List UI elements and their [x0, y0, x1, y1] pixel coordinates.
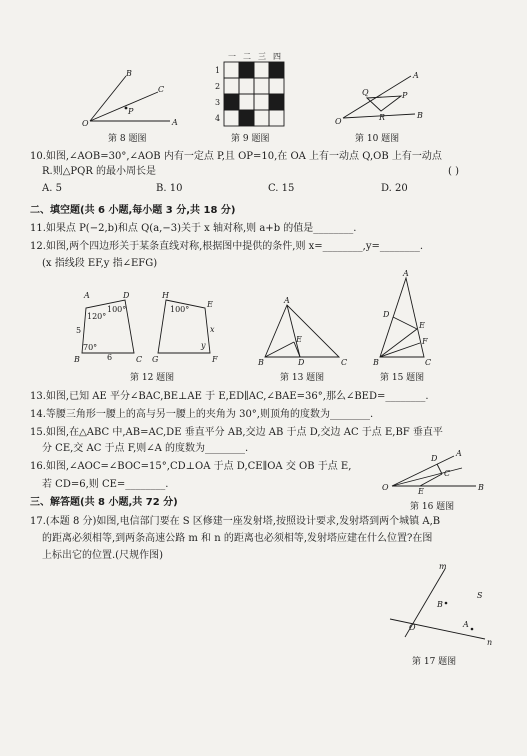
fig13-label-a: A: [284, 296, 290, 305]
section-3-title: 三、解答题(共 8 小题,共 72 分): [30, 497, 178, 508]
fig12-label-b: B: [74, 355, 80, 364]
segment-de: [393, 317, 417, 329]
fig12-label-e: E: [207, 300, 213, 309]
segment-bf: [380, 343, 420, 357]
fig12-caption: 第 12 题图: [130, 373, 175, 383]
fig15-label-d: D: [383, 310, 390, 319]
ray-ob: [90, 76, 126, 121]
fig16-label-a: A: [456, 449, 462, 458]
fig12-side-6: 6: [107, 353, 113, 362]
q14-text: 14.等腰三角形一腰上的高与另一腰上的夹角为 30°,则顶角的度数为________.: [30, 409, 374, 420]
q13-text: 13.如图,已知 AE 平分∠BAC,BE⊥AE 于 E,ED∥AC,∠BAE=36°,那么∠BED=________.: [30, 391, 429, 402]
grid-cell-shaded: [269, 94, 284, 110]
segment-cd: [437, 464, 442, 474]
fig9-row-label: 3: [215, 98, 221, 107]
fig10-label-b: B: [417, 111, 423, 120]
fig8-label-c: C: [158, 85, 165, 94]
fig17-label-m: m: [439, 562, 447, 571]
segment-be: [380, 329, 417, 357]
fig16-caption: 第 16 题图: [410, 502, 455, 512]
fig8-label-b: B: [126, 69, 132, 78]
segment-be: [265, 342, 294, 357]
fig17-label-n: n: [487, 638, 493, 647]
fig9-col-label: 二: [243, 52, 251, 61]
segment-ad: [287, 305, 300, 357]
fig17-label-s: S: [477, 591, 483, 600]
q10-answer-paren: ( ): [448, 166, 459, 177]
grid-cell: [269, 78, 284, 94]
fig12-angle-120: 120°: [87, 312, 107, 321]
q11-text: 11.如果点 P(−2,b)和点 Q(a,−3)关于 x 轴对称,则 a+b 的值是________.: [30, 223, 357, 234]
town-a-point: [471, 628, 474, 631]
fig9-row-label: 4: [215, 114, 221, 123]
q15-line1: 15.如图,在△ABC 中,AB=AC,DE 垂直平分 AB,交边 AB 于点 D,交边 AC 于点 E,BF 垂直平: [30, 427, 443, 438]
fig13-label-c: C: [341, 358, 348, 367]
fig16-label-o: O: [382, 483, 389, 492]
fig10-label-o: O: [335, 117, 342, 126]
fig12-label-a: A: [84, 291, 90, 300]
point-p: [125, 107, 128, 110]
fig9-row-label: 2: [215, 82, 221, 91]
grid-cell: [254, 62, 269, 78]
fig10-label-r: R: [379, 113, 386, 122]
ray-oc: [392, 468, 462, 486]
fig10-label-a: A: [413, 71, 419, 80]
grid-cell: [254, 110, 269, 126]
fig15-label-a: A: [403, 269, 409, 278]
fig16-label-c: C: [444, 469, 451, 478]
section-2-title: 二、填空题(共 6 小题,每小题 3 分,共 18 分): [30, 205, 236, 216]
grid-cell-shaded: [239, 62, 254, 78]
fig15-label-b: B: [373, 358, 379, 367]
figure-8: [80, 68, 190, 128]
fig8-label-p: P: [128, 107, 134, 116]
fig12-label-g: G: [152, 355, 159, 364]
q17-line3: 上标出它的位置.(尺规作图): [42, 550, 163, 561]
fig17-label-o: O: [409, 623, 416, 632]
fig13-caption: 第 13 题图: [280, 373, 325, 383]
grid-cell: [269, 110, 284, 126]
q10-line1: 10.如图,∠AOB=30°,∠AOB 内有一定点 P,且 OP=10,在 OA 上有一动点 Q,OB 上有一动点: [30, 151, 442, 162]
fig8-caption: 第 8 题图: [108, 134, 147, 144]
fig8-label-a: A: [172, 118, 178, 127]
q10-option-b: B. 10: [156, 183, 183, 194]
fig12-angle-100-left: 100°: [107, 305, 127, 314]
q10-option-a: A. 5: [42, 183, 62, 194]
grid-cell: [224, 78, 239, 94]
fig16-label-d: D: [431, 454, 438, 463]
fig9-caption: 第 9 题图: [231, 134, 270, 144]
grid-cell: [224, 110, 239, 126]
grid-cell: [254, 94, 269, 110]
fig9-col-label: 三: [258, 52, 266, 61]
fig17-label-b: B: [437, 600, 443, 609]
q16-line1: 16.如图,∠AOC=∠BOC=15°,CD⊥OA 于点 D,CE∥OA 交 OB 于点 E,: [30, 461, 352, 472]
grid-cell-shaded: [224, 94, 239, 110]
fig12-label-y: y: [201, 341, 206, 350]
figure-13: [255, 295, 350, 370]
grid-cell: [254, 78, 269, 94]
fig10-label-p: P: [402, 91, 408, 100]
q17-line2: 的距离必须相等,到两条高速公路 m 和 n 的距离也必须相等,发射塔应建在什么位置?在图: [42, 533, 433, 544]
fig17-caption: 第 17 题图: [412, 657, 457, 667]
fig12-label-h: H: [162, 291, 169, 300]
fig9-col-label: 一: [228, 52, 236, 61]
fig10-caption: 第 10 题图: [355, 134, 400, 144]
triangle-pqr: [367, 96, 401, 111]
fig13-label-d: D: [298, 358, 305, 367]
q12-line1: 12.如图,两个四边形关于某条直线对称,根据图中提供的条件,则 x=________,y=________.: [30, 241, 424, 252]
fig15-label-c: C: [425, 358, 432, 367]
grid-cell-shaded: [269, 62, 284, 78]
triangle-abc: [265, 305, 339, 357]
fig12-label-d: D: [123, 291, 130, 300]
fig15-label-f: F: [422, 337, 428, 346]
fig8-label-o: O: [82, 119, 89, 128]
town-b-point: [445, 602, 448, 605]
fig13-label-b: B: [258, 358, 264, 367]
grid-cell: [224, 62, 239, 78]
fig12-angle-70: 70°: [83, 343, 98, 352]
figure-10: [335, 68, 425, 128]
fig12-label-c: C: [136, 355, 143, 364]
fig12-label-x: x: [210, 325, 215, 334]
q15-line2: 分 CE,交 AC 于点 F,则∠A 的度数为________.: [42, 443, 249, 454]
fig17-label-a: A: [463, 620, 469, 629]
grid-cell: [239, 78, 254, 94]
q16-line2: 若 CD=6,则 CE=________.: [42, 479, 169, 490]
ray-oc: [90, 92, 158, 121]
fig12-label-f: F: [212, 355, 218, 364]
fig10-label-q: Q: [362, 88, 369, 97]
fig13-label-e: E: [296, 335, 302, 344]
q17-line1: 17.(本题 8 分)如图,电信部门要在 S 区修建一座发射塔,按照设计要求,发射塔到两个城镇 A,B: [30, 516, 441, 527]
figure-17: [385, 562, 500, 650]
fig12-side-5: 5: [76, 326, 82, 335]
fig15-label-e: E: [419, 321, 425, 330]
grid-cell-shaded: [239, 110, 254, 126]
figure-16: [380, 446, 500, 496]
figure-12: [70, 290, 250, 370]
fig15-caption: 第 15 题图: [380, 373, 425, 383]
figure-15: [370, 269, 440, 370]
q12-line2: (x 指线段 EF,y 指∠EFG): [42, 258, 158, 269]
grid-cell: [239, 94, 254, 110]
fig9-row-label: 1: [215, 66, 221, 75]
fig16-label-b: B: [478, 483, 484, 492]
q10-option-c: C. 15: [268, 183, 295, 194]
fig16-label-e: E: [418, 487, 424, 496]
fig12-angle-100-right: 100°: [170, 305, 190, 314]
fig9-col-label: 四: [273, 52, 281, 61]
q10-option-d: D. 20: [381, 183, 408, 194]
figure-9-grid: [208, 48, 288, 130]
q10-line2: R.则△PQR 的最小周长是: [42, 166, 157, 177]
